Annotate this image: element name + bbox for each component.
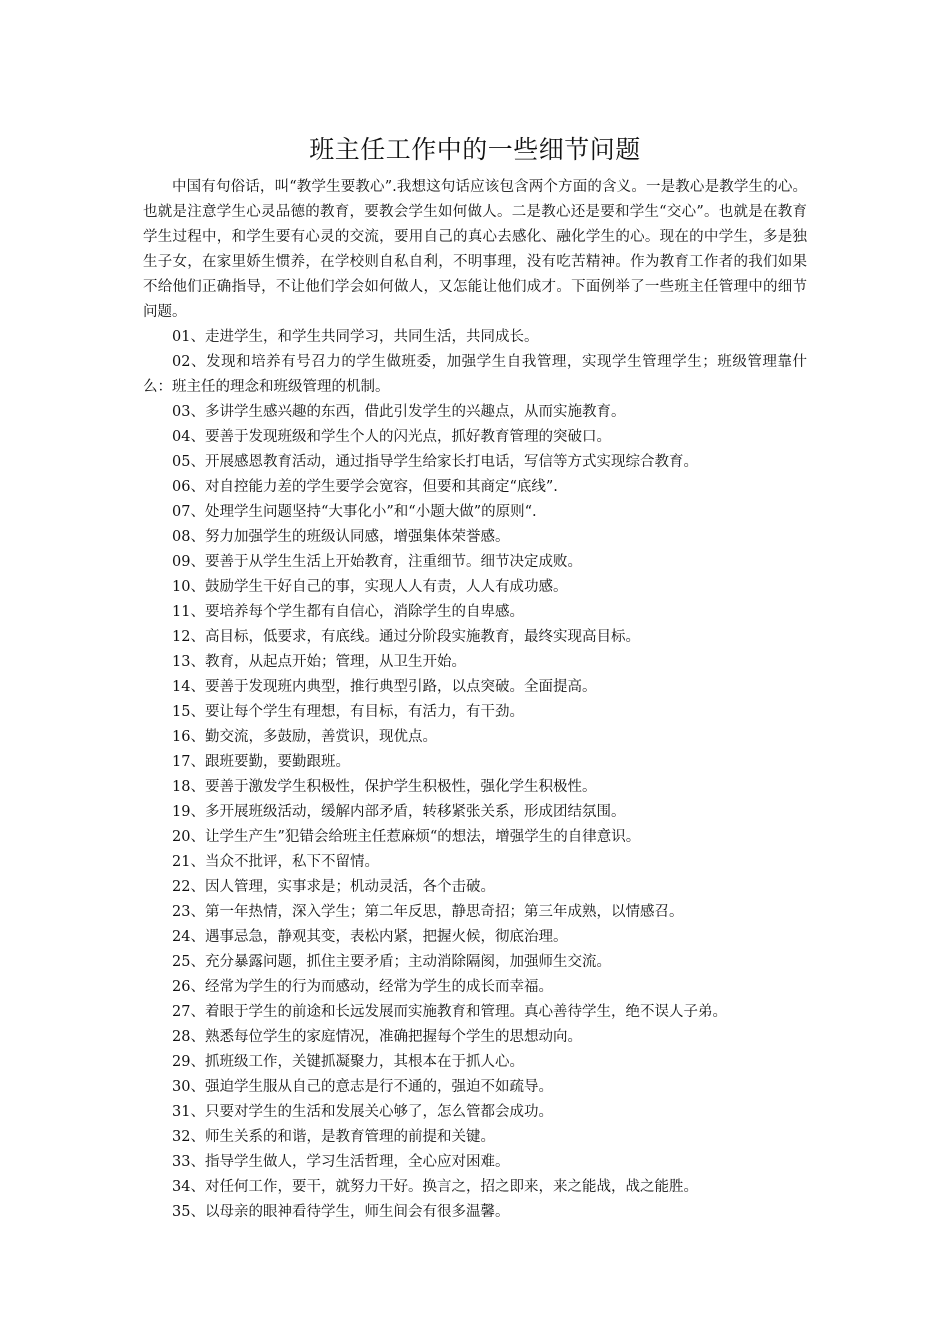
- list-item: 28、熟悉每位学生的家庭情况，准确把握每个学生的思想动向。: [172, 1029, 582, 1045]
- list-item: 15、要让每个学生有理想，有目标，有活力，有干劲。: [172, 704, 524, 720]
- list-item: 29、抓班级工作，关键抓凝聚力，其根本在于抓人心。: [172, 1054, 524, 1070]
- list-item: 12、高目标，低要求，有底线。通过分阶段实施教育，最终实现高目标。: [172, 629, 640, 645]
- list-item: 09、要善于从学生生活上开始教育，注重细节。细节决定成败。: [172, 554, 582, 570]
- list-item: 18、要善于激发学生积极性，保护学生积极性，强化学生积极性。: [172, 779, 597, 795]
- intro-paragraph: 中国有句俗话，叫“教学生要教心”.我想这句话应该包含两个方面的含义。一是教心是教学生的心。也就是注意学生心灵品德的教育，要教会学生如何做人。二是教心还是要和学生“交心”。也就是在教育学生过程中，和学生要有心灵的交流，要用自己的真心去感化、融化学生的心。现在的中学生，多是独生子女，在家里娇生惯养，在学校则自私自利，不明事理，没有吃苦精神。作为教育工作者的我们如果不给他们正确指导，不让他们学会如何做人，又怎能让他们成才。下面例举了一些班主任管理中的细节问题。: [143, 179, 807, 320]
- list-item: 34、对任何工作，要干，就努力干好。换言之，招之即来，来之能战，战之能胜。: [172, 1179, 698, 1195]
- list-item: 14、要善于发现班内典型，推行典型引路，以点突破。全面提高。: [172, 679, 597, 695]
- list-item: 25、充分暴露问题，抓住主要矛盾；主动消除隔阂，加强师生交流。: [172, 954, 611, 970]
- list-item: 23、第一年热情，深入学生；第二年反思，静思奇招；第三年成熟，以情感召。: [172, 904, 684, 920]
- list-item: 06、对自控能力差的学生要学会宽容，但要和其商定“底线”.: [172, 479, 558, 495]
- list-item: 30、强迫学生服从自己的意志是行不通的，强迫不如疏导。: [172, 1079, 553, 1095]
- list-item: 17、跟班要勤，要勤跟班。: [172, 754, 350, 770]
- list-item: 32、师生关系的和谐，是教育管理的前提和关键。: [172, 1129, 495, 1145]
- list-item: 22、因人管理，实事求是；机动灵活，各个击破。: [172, 879, 495, 895]
- list-item: 19、多开展班级活动，缓解内部矛盾，转移紧张关系，形成团结氛围。: [172, 804, 626, 820]
- list-item: 16、勤交流，多鼓励，善赏识，现优点。: [172, 729, 437, 745]
- list-item: 04、要善于发现班级和学生个人的闪光点，抓好教育管理的突破口。: [172, 429, 611, 445]
- item-list: [143, 325, 807, 1225]
- list-item: 07、处理学生问题坚持“大事化小”和“小题大做”的原则“.: [172, 504, 537, 520]
- list-item: 24、遇事忌急，静观其变，表松内紧，把握火候，彻底治理。: [172, 929, 568, 945]
- list-item: 31、只要对学生的生活和发展关心够了，怎么管都会成功。: [172, 1104, 553, 1120]
- list-item: 05、开展感恩教育活动，通过指导学生给家长打电话，写信等方式实现综合教育。: [172, 454, 698, 470]
- list-item: 27、着眼于学生的前途和长远发展而实施教育和管理。真心善待学生，绝不误人子弟。: [172, 1004, 727, 1020]
- list-item: 10、鼓励学生干好自己的事，实现人人有责，人人有成功感。: [172, 579, 568, 595]
- list-item: 20、让学生产生”犯错会给班主任惹麻烦“的想法，增强学生的自律意识。: [172, 829, 641, 845]
- list-item: 21、当众不批评，私下不留情。: [172, 854, 379, 870]
- list-item: 33、指导学生做人，学习生活哲理，全心应对困难。: [172, 1154, 510, 1170]
- document-title: 班主任工作中的一些细节问题: [309, 135, 641, 164]
- list-item: 08、努力加强学生的班级认同感，增强集体荣誉感。: [172, 529, 510, 545]
- document-body: [143, 175, 807, 1225]
- list-item: 35、以母亲的眼神看待学生，师生间会有很多温馨。: [172, 1204, 510, 1220]
- list-item: 01、走进学生，和学生共同学习，共同生活，共同成长。: [172, 329, 539, 345]
- list-item: 26、经常为学生的行为而感动，经常为学生的成长而幸福。: [172, 979, 553, 995]
- list-item: 11、要培养每个学生都有自信心，消除学生的自卑感。: [172, 604, 524, 620]
- list-item: 13、教育，从起点开始；管理，从卫生开始。: [172, 654, 466, 670]
- list-item: 03、多讲学生感兴趣的东西，借此引发学生的兴趣点，从而实施教育。: [172, 404, 626, 420]
- list-item: 02、发现和培养有号召力的学生做班委，加强学生自我管理，实现学生管理学生；班级管理靠什么：班主任的理念和班级管理的机制。: [143, 354, 807, 395]
